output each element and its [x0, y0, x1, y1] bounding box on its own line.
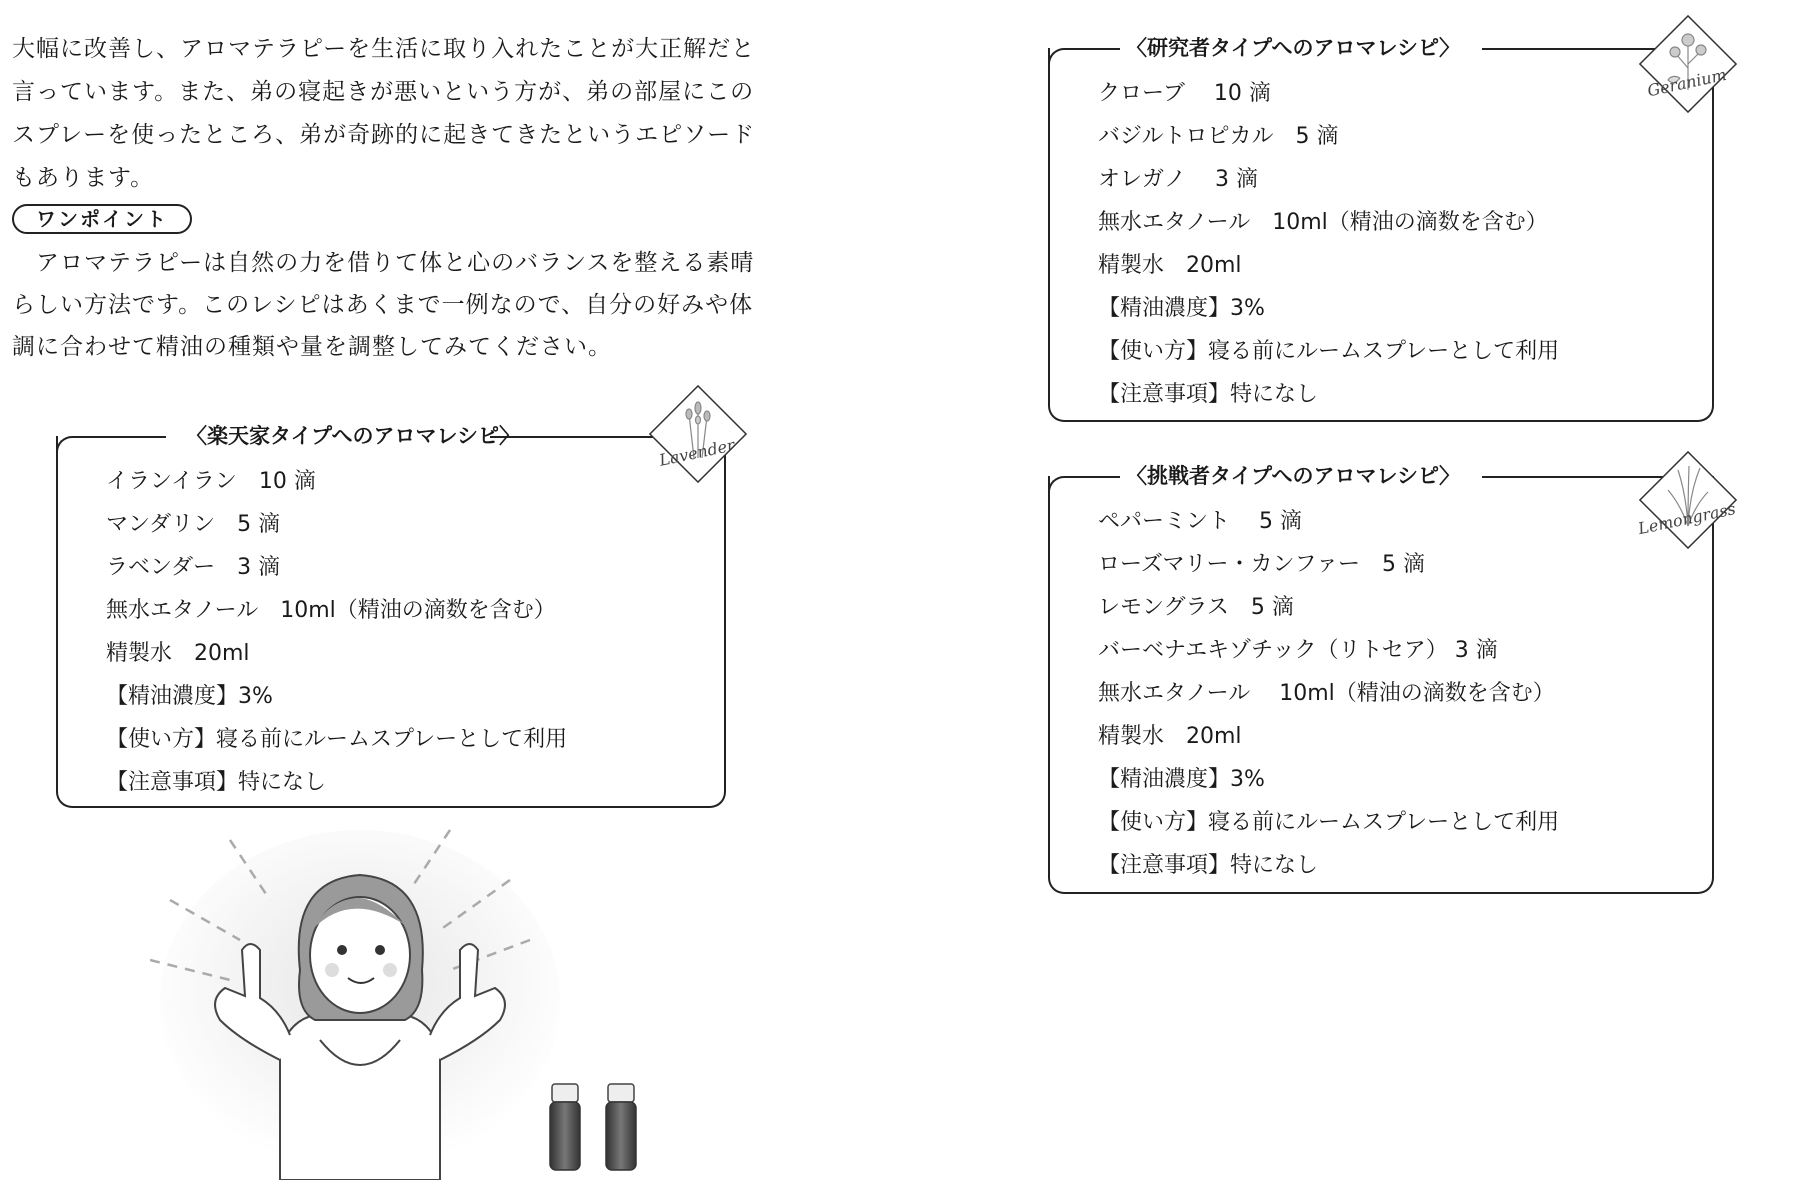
recipe-item: ペパーミント 5 滴: [1098, 509, 1302, 534]
body: [280, 1015, 440, 1180]
badge-label-challenger: Lemongrass: [1636, 499, 1738, 539]
recipe-item: 【精油濃度】3%: [1098, 296, 1265, 321]
recipe-title-researcher: 〈研究者タイプへのアロマレシピ〉: [1126, 36, 1461, 60]
recipe-item: 【使い方】寝る前にルームスプレーとして利用: [1098, 339, 1560, 364]
recipe-item: 無水エタノール 10ml（精油の滴数を含む）: [106, 598, 556, 623]
recipe-item: ローズマリー・カンファー 5 滴: [1098, 552, 1426, 577]
recipe-item: 【注意事項】特になし: [106, 770, 327, 795]
recipe-list-challenger: [1098, 500, 1559, 887]
recipe-list-optimist: [106, 460, 567, 804]
badge-label-researcher: Geranium: [1645, 64, 1729, 101]
recipe-item: クローブ 10 滴: [1098, 81, 1271, 106]
recipe-item: レモングラス 5 滴: [1098, 595, 1294, 620]
woman-thumbs-up-illustration: [150, 820, 670, 1180]
recipe-item: 【注意事項】特になし: [1098, 853, 1319, 878]
recipe-item: 無水エタノール 10ml（精油の滴数を含む）: [1098, 681, 1555, 706]
recipe-item: 精製水 20ml: [1098, 253, 1242, 278]
geranium-badge: [1632, 8, 1744, 120]
recipe-item: 精製水 20ml: [1098, 724, 1242, 749]
recipe-box-researcher: [1048, 36, 1714, 422]
recipe-item: 【注意事項】特になし: [1098, 382, 1319, 407]
recipe-box-challenger: [1048, 464, 1714, 894]
recipe-item: 無水エタノール 10ml（精油の滴数を含む）: [1098, 210, 1548, 235]
one-point-label: ワンポイント: [12, 204, 192, 234]
recipe-item: 【精油濃度】3%: [1098, 767, 1265, 792]
recipe-title-optimist: 〈楽天家タイプへのアロマレシピ〉: [186, 424, 521, 448]
lavender-badge: [642, 378, 754, 490]
recipe-box-optimist: [56, 424, 726, 808]
badge-label-optimist: Lavender: [657, 435, 737, 470]
recipe-item: オレガノ 3 滴: [1098, 167, 1258, 192]
recipe-item: バジルトロピカル 5 滴: [1098, 124, 1339, 149]
recipe-title-challenger: 〈挑戦者タイプへのアロマレシピ〉: [1126, 464, 1461, 488]
one-point-text: アロマテラピーは自然の力を借りて体と心のバランスを整える素晴らしい方法です。このレシピはあくまで一例なので、自分の好みや体調に合わせて精油の種類や量を調整してみてください。: [12, 250, 755, 360]
recipe-item: 精製水 20ml: [106, 641, 250, 666]
recipe-item: 【精油濃度】3%: [106, 684, 273, 709]
recipe-item: 【使い方】寝る前にルームスプレーとして利用: [106, 727, 568, 752]
recipe-item: マンダリン 5 滴: [106, 512, 281, 537]
lemongrass-badge: [1632, 444, 1744, 556]
essential-oil-bottles: [550, 1084, 636, 1170]
intro-paragraph: 大幅に改善し、アロマテラピーを生活に取り入れたことが大正解だと言っています。また、弟の寝起きが悪いという方が、弟の部屋にこのスプレーを使ったところ、弟が奇跡的に起きてきたというエピソードもあります。: [12, 36, 756, 191]
recipe-item: 【使い方】寝る前にルームスプレーとして利用: [1098, 810, 1560, 835]
recipe-item: イランイラン 10 滴: [106, 469, 316, 494]
recipe-item: バーベナエキゾチック（リトセア） 3 滴: [1098, 638, 1498, 663]
recipe-list-researcher: [1098, 72, 1559, 416]
recipe-item: ラベンダー 3 滴: [106, 555, 281, 580]
